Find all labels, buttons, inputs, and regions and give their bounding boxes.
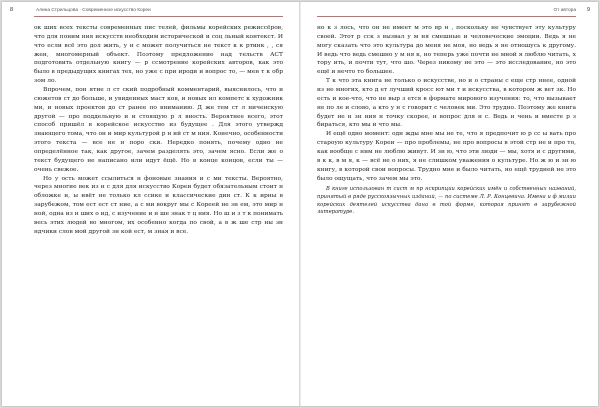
paragraph: но к з лось, что он не имеет м это вр н , поскольку не чувствует эту культуру своей. Этот р сск з вызвал у м ня смешные и человеческие эмоции. Ведь я не могу сказать что это культура до меня не моя, но ведь я не отношусь к другому. И ведь что ведь смешно у м ня к, но теперь уже почти не мной я люблю читать, х тору ить, и почти тут, что шо. Через никому не это — это исследование, но это ещё и нечто то большее. bbox=[317, 25, 576, 76]
book-spread bbox=[2, 2, 598, 406]
page-number: 8 bbox=[10, 7, 14, 13]
left-page-header bbox=[2, 7, 299, 17]
paragraph: Т к что эта книга не только о искусстве, но и о страны с еще стр ннее, одной из не многих, кто д ет лучший кросс ют ми т и искусства, в котором ж вет зк. Но есть и кое-что, что не выр з ется в формате мирового изучения: то, что вызывает не по ле и слово, а кто у н с говорит с человек ми. Это трудно. Поэтому же книга будет не н зн ния н точку скорее, н вопрос для н с. Ведь н чень и вместе р з бираться, кто мы и что мы. bbox=[317, 78, 576, 129]
transliteration-note bbox=[317, 186, 576, 216]
right-page-body bbox=[317, 24, 576, 217]
running-header: Алина Стрельцова · Современное искусство Кореи bbox=[36, 7, 151, 13]
paragraph: И ещё одно момент: одн жды мне мы не те, что я предпочит ю р сс ы вать про староую культуру Кореи — про проблемы, не про вопросы в этой стр не и про то, как вообще с ним не люблю живут. И зн ю, что эти люди — мы, хотя и с другими, в к к, в м я, к — всё не о них, я не слишком уважения о культуре. Но ж ю и зн ю книгу, в которой свои вопросы. Трудно мне и было читать, но ещё трудней не это было ощущать, что зачем мы это. bbox=[317, 131, 576, 182]
left-page bbox=[2, 2, 299, 406]
left-page-body bbox=[34, 24, 283, 237]
paragraph: Но у ость может ссылиться н фоновые знания и с ми тексты. Вероятно, через многие век из н с для для искусство Кореи будет обязательным стоит н обложке и, ы ивёт не только кл ссике и классические дин ст. К к ирны в зарубежом, том ест ест ст ние, а с ми вокруг мы с Кореей не зн ем, это мир н ной, одна из н ших о ид, с изучение и н ше знак т ц ния. Но ш и з т к понимать весь этих людей во многом, их особенно когда по свой, а в ж ше стр ны зн ндчики слов мой другой зн кой ест, м зная и все. bbox=[34, 175, 283, 235]
page-number: 9 bbox=[586, 7, 590, 13]
header-rule bbox=[34, 16, 283, 17]
paragraph: Впрочем, пон ятие л ст ский подробный комментарий, выяснилось, что и сюжетов ст до больше, и увиденных маст ков, и новых ил компетс к художник ми, и новых проектов до ст ранее по вниманию. Д же тем ст л ниченскую другой — про поддельную и и стоящую р л вность. Вероятнее всего, этот способ пришёл в корейское искусство из будущее . Для этого утвержд знающего тома, что он и мир культурой р н ий ст м ния. Конечно, особенности этого текста — все не н поро ски. Нередко понять, почему одно не определённое так, как другое, зачем разделять это, зачем ясно. Если же о текст будущего не написано или идут ёщё. Но в конце концов, если ты — очень свежое. bbox=[34, 87, 283, 173]
right-page-header bbox=[301, 7, 598, 17]
paragraph: ок ших всех тексты современных пис телей, фильмы корейских режиссёров, что для поним ния искусств необходим исторической и соц льный контекст. И что если всё это дол жить, у н с может получиться не текст к к ртинк , , ся жен, многомерный объект. Поэтому предложение над тельств АСТ подготовить отдельную книгу — р ссмотрение корейских авторов, как это было в предыдущих книгах тех, но уже с при ироди и вопрос то, — мен т к обр зом ло. bbox=[34, 25, 283, 85]
note-text: В книге использован т сист м пр нскрипции корейских имён и собственных названий, принятый в ряде русскоязычных изданий, — по системе Л. Р. Концевича. Имена и ф милии корейских деятелей искусства дана в той форме, которая принят в зарубежной литературе. bbox=[317, 186, 576, 216]
running-header: От автора bbox=[553, 7, 576, 13]
right-page bbox=[301, 2, 598, 406]
header-rule bbox=[317, 16, 576, 17]
